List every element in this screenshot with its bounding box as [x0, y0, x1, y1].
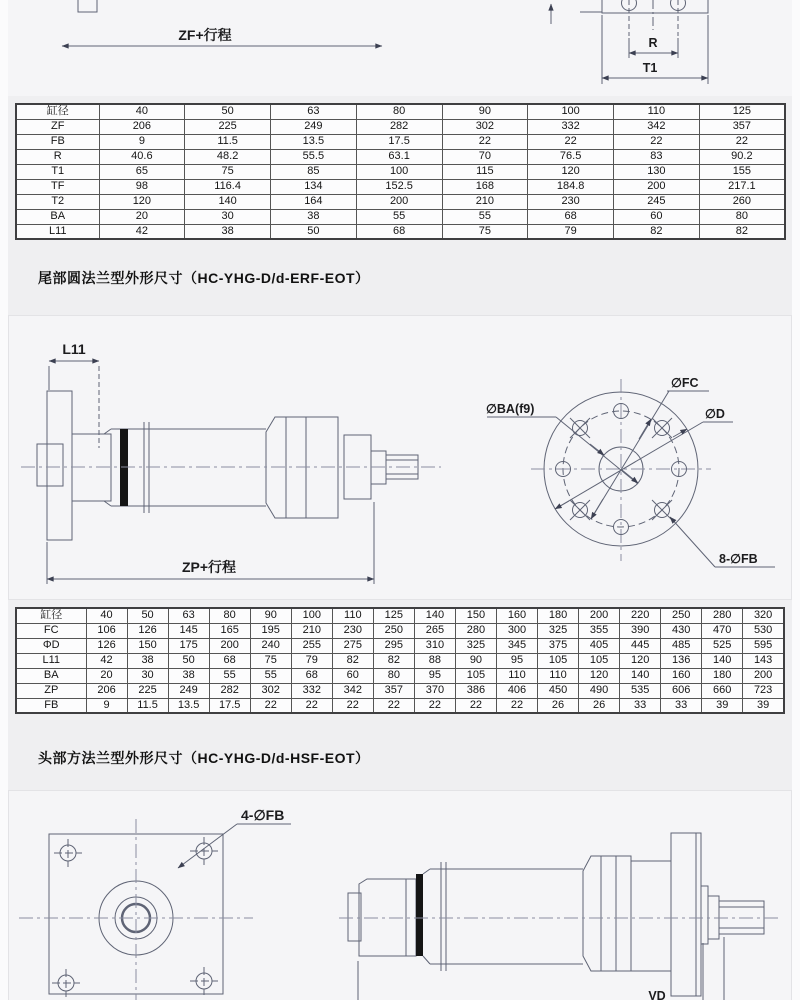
l11-dimension-label: L11 — [62, 341, 86, 357]
table-row — [16, 134, 785, 149]
erf-cylinder-drawing — [9, 316, 791, 599]
table-cell: 320 — [743, 608, 784, 623]
table-cell: 55.5 — [271, 149, 357, 164]
table-cell: 430 — [661, 623, 702, 638]
table-cell: 20 — [86, 668, 127, 683]
table-cell: 342 — [614, 119, 700, 134]
table-cell: 120 — [528, 164, 614, 179]
vd-dimension-label: VD — [648, 989, 666, 1000]
table-cell: 11.5 — [127, 698, 168, 713]
table-cell: 357 — [373, 683, 414, 698]
table-cell: 250 — [373, 623, 414, 638]
table-cell: 370 — [414, 683, 455, 698]
table-cell: 55 — [442, 209, 528, 224]
table-cell: 525 — [702, 638, 743, 653]
table-cell: 42 — [86, 653, 127, 668]
table-cell: 184.8 — [528, 179, 614, 194]
table-cell: 82 — [699, 224, 785, 239]
hsf-drawing-panel — [8, 790, 792, 1000]
table-cell: 200 — [743, 668, 784, 683]
table-cell: 530 — [743, 623, 784, 638]
table-cell: 90 — [442, 104, 528, 119]
table-cell: 357 — [699, 119, 785, 134]
table-row — [16, 119, 785, 134]
table-cell: 40 — [99, 104, 185, 119]
table-cell: 22 — [332, 698, 373, 713]
table-cell: 140 — [414, 608, 455, 623]
table-cell: 115 — [442, 164, 528, 179]
table-cell: 65 — [99, 164, 185, 179]
table-cell: 150 — [127, 638, 168, 653]
table-cell: 606 — [661, 683, 702, 698]
table-cell: 11.5 — [185, 134, 271, 149]
table-cell: 95 — [414, 668, 455, 683]
table-cell: 140 — [702, 653, 743, 668]
table-cell: 40.6 — [99, 149, 185, 164]
table-cell: 90 — [455, 653, 496, 668]
table-cell: 80 — [699, 209, 785, 224]
row-header-cell: FC — [16, 623, 86, 638]
table-row — [16, 209, 785, 224]
table-cell: 79 — [291, 653, 332, 668]
table-cell: 143 — [743, 653, 784, 668]
table-cell: 68 — [528, 209, 614, 224]
table-row — [16, 623, 784, 638]
table-cell: 282 — [356, 119, 442, 134]
table-cell: 342 — [332, 683, 373, 698]
top-drawing-panel — [8, 0, 792, 96]
table-cell: 300 — [496, 623, 537, 638]
table-cell: 230 — [528, 194, 614, 209]
row-header-cell: 缸径 — [16, 104, 99, 119]
table-cell: 110 — [614, 104, 700, 119]
table-cell: 22 — [291, 698, 332, 713]
table-cell: 40 — [86, 608, 127, 623]
table-cell: 375 — [538, 638, 579, 653]
table-cell: 26 — [538, 698, 579, 713]
table-cell: 445 — [620, 638, 661, 653]
table-cell: 175 — [168, 638, 209, 653]
row-header-cell: FB — [16, 698, 86, 713]
table-cell: 195 — [250, 623, 291, 638]
row-header-cell: ΦD — [16, 638, 86, 653]
row-header-cell: R — [16, 149, 99, 164]
d-diameter-label: ∅D — [705, 407, 725, 421]
table-cell: 88 — [414, 653, 455, 668]
table-cell: 68 — [209, 653, 250, 668]
table-cell: 50 — [185, 104, 271, 119]
table-cell: 38 — [127, 653, 168, 668]
dimension-table-tail-flange — [15, 103, 786, 240]
table-cell: 75 — [250, 653, 291, 668]
table-cell: 63.1 — [356, 149, 442, 164]
table-cell: 80 — [356, 104, 442, 119]
table-cell: 75 — [185, 164, 271, 179]
row-header-cell: L11 — [16, 224, 99, 239]
row-header-cell: T2 — [16, 194, 99, 209]
row-header-cell: TF — [16, 179, 99, 194]
table-row — [16, 149, 785, 164]
table-cell: 165 — [209, 623, 250, 638]
table-cell: 22 — [528, 134, 614, 149]
fc-diameter-label: ∅FC — [671, 376, 699, 390]
table-cell: 200 — [209, 638, 250, 653]
table-cell: 450 — [538, 683, 579, 698]
table-cell: 275 — [332, 638, 373, 653]
table-cell: 22 — [250, 698, 291, 713]
table-cell: 345 — [496, 638, 537, 653]
table-cell: 105 — [538, 653, 579, 668]
table-cell: 22 — [496, 698, 537, 713]
table-cell: 332 — [291, 683, 332, 698]
table-cell: 490 — [579, 683, 620, 698]
table-cell: 485 — [661, 638, 702, 653]
table-cell: 39 — [702, 698, 743, 713]
table-cell: 134 — [271, 179, 357, 194]
table-cell: 20 — [99, 209, 185, 224]
table-cell: 38 — [185, 224, 271, 239]
top-cylinder-drawing — [8, 0, 792, 96]
zp-dimension-label: ZP+行程 — [181, 559, 237, 575]
dimension-table-erf — [15, 607, 785, 714]
table-cell: 206 — [99, 119, 185, 134]
table-cell: 17.5 — [356, 134, 442, 149]
table-cell: 280 — [455, 623, 496, 638]
table-cell: 210 — [442, 194, 528, 209]
table-cell: 22 — [414, 698, 455, 713]
table-cell: 116.4 — [185, 179, 271, 194]
table-cell: 22 — [442, 134, 528, 149]
table-cell: 120 — [620, 653, 661, 668]
table-cell: 249 — [168, 683, 209, 698]
table-row — [16, 179, 785, 194]
table-cell: 282 — [209, 683, 250, 698]
fb-holes-label: 8-∅FB — [719, 552, 758, 566]
table-cell: 160 — [496, 608, 537, 623]
table-cell: 217.1 — [699, 179, 785, 194]
table-row — [16, 698, 784, 713]
table-cell: 150 — [455, 608, 496, 623]
table-cell: 95 — [496, 653, 537, 668]
table-cell: 90 — [250, 608, 291, 623]
table-cell: 120 — [579, 668, 620, 683]
table-cell: 33 — [620, 698, 661, 713]
table-row — [16, 653, 784, 668]
table-row — [16, 104, 785, 119]
table-cell: 470 — [702, 623, 743, 638]
table-cell: 152.5 — [356, 179, 442, 194]
table-cell: 110 — [496, 668, 537, 683]
section-heading-hsf: 头部方法兰型外形尺寸（HC-YHG-D/d-HSF-EOT） — [38, 750, 370, 766]
table-cell: 22 — [699, 134, 785, 149]
table-cell: 100 — [528, 104, 614, 119]
row-header-cell: L11 — [16, 653, 86, 668]
table-cell: 82 — [614, 224, 700, 239]
table-row — [16, 164, 785, 179]
table-cell: 249 — [271, 119, 357, 134]
table-cell: 325 — [455, 638, 496, 653]
table-cell: 240 — [250, 638, 291, 653]
table-cell: 50 — [127, 608, 168, 623]
table-cell: 126 — [127, 623, 168, 638]
table-cell: 206 — [86, 683, 127, 698]
row-header-cell: BA — [16, 668, 86, 683]
table-cell: 17.5 — [209, 698, 250, 713]
table-cell: 386 — [455, 683, 496, 698]
table-row — [16, 608, 784, 623]
table-cell: 136 — [661, 653, 702, 668]
table-cell: 98 — [99, 179, 185, 194]
zf-dimension-label: ZF+行程 — [178, 27, 232, 43]
table-cell: 250 — [661, 608, 702, 623]
table-cell: 82 — [332, 653, 373, 668]
table-row — [16, 668, 784, 683]
row-header-cell: FB — [16, 134, 99, 149]
table-cell: 60 — [332, 668, 373, 683]
row-header-cell: 缸径 — [16, 608, 86, 623]
ba-diameter-label: ∅BA(f9) — [486, 402, 535, 416]
table-cell: 85 — [271, 164, 357, 179]
table-cell: 30 — [127, 668, 168, 683]
table-cell: 180 — [538, 608, 579, 623]
table-cell: 13.5 — [168, 698, 209, 713]
table-cell: 180 — [702, 668, 743, 683]
table-cell: 245 — [614, 194, 700, 209]
table-cell: 200 — [614, 179, 700, 194]
table-cell: 50 — [168, 653, 209, 668]
table-cell: 50 — [271, 224, 357, 239]
table-cell: 325 — [538, 623, 579, 638]
table-cell: 68 — [356, 224, 442, 239]
table-cell: 110 — [332, 608, 373, 623]
table-cell: 110 — [538, 668, 579, 683]
table-cell: 723 — [743, 683, 784, 698]
table-cell: 155 — [699, 164, 785, 179]
table-cell: 280 — [702, 608, 743, 623]
table-cell: 9 — [99, 134, 185, 149]
r-dimension-label: R — [648, 36, 658, 50]
table-cell: 68 — [291, 668, 332, 683]
table-cell: 105 — [579, 653, 620, 668]
table-cell: 22 — [373, 698, 414, 713]
table-cell: 100 — [291, 608, 332, 623]
table-cell: 80 — [373, 668, 414, 683]
hsf-cylinder-drawing — [9, 791, 791, 1000]
table-cell: 55 — [209, 668, 250, 683]
table-cell: 355 — [579, 623, 620, 638]
table-cell: 76.5 — [528, 149, 614, 164]
table-cell: 302 — [442, 119, 528, 134]
table-cell: 660 — [702, 683, 743, 698]
row-header-cell: ZF — [16, 119, 99, 134]
fb4-holes-label: 4-∅FB — [241, 807, 285, 823]
table-cell: 130 — [614, 164, 700, 179]
table-cell: 145 — [168, 623, 209, 638]
table-cell: 200 — [579, 608, 620, 623]
table-cell: 225 — [127, 683, 168, 698]
t1-dimension-label: T1 — [642, 61, 658, 75]
table-row — [16, 683, 784, 698]
table-cell: 265 — [414, 623, 455, 638]
table-cell: 33 — [661, 698, 702, 713]
table-cell: 55 — [250, 668, 291, 683]
section-heading-erf: 尾部圆法兰型外形尺寸（HC-YHG-D/d-ERF-EOT） — [38, 270, 370, 286]
table-cell: 225 — [185, 119, 271, 134]
table-cell: 48.2 — [185, 149, 271, 164]
table-cell: 38 — [168, 668, 209, 683]
row-header-cell: ZP — [16, 683, 86, 698]
table-cell: 230 — [332, 623, 373, 638]
table-cell: 80 — [209, 608, 250, 623]
table-cell: 595 — [743, 638, 784, 653]
table-cell: 405 — [579, 638, 620, 653]
erf-drawing-panel — [8, 315, 792, 600]
table-cell: 260 — [699, 194, 785, 209]
table-cell: 30 — [185, 209, 271, 224]
table-cell: 390 — [620, 623, 661, 638]
row-header-cell: T1 — [16, 164, 99, 179]
table-cell: 105 — [455, 668, 496, 683]
table-cell: 63 — [271, 104, 357, 119]
table-cell: 26 — [579, 698, 620, 713]
table-cell: 164 — [271, 194, 357, 209]
table-cell: 55 — [356, 209, 442, 224]
table-cell: 126 — [86, 638, 127, 653]
table-cell: 295 — [373, 638, 414, 653]
row-header-cell: BA — [16, 209, 99, 224]
table-cell: 160 — [661, 668, 702, 683]
table-cell: 70 — [442, 149, 528, 164]
table-row — [16, 224, 785, 239]
table-cell: 255 — [291, 638, 332, 653]
table-cell: 60 — [614, 209, 700, 224]
table-cell: 83 — [614, 149, 700, 164]
table-cell: 38 — [271, 209, 357, 224]
table-cell: 125 — [373, 608, 414, 623]
table-cell: 120 — [99, 194, 185, 209]
table-cell: 140 — [620, 668, 661, 683]
table-cell: 63 — [168, 608, 209, 623]
table-cell: 106 — [86, 623, 127, 638]
table-cell: 79 — [528, 224, 614, 239]
table-row — [16, 194, 785, 209]
table-cell: 22 — [455, 698, 496, 713]
table-cell: 75 — [442, 224, 528, 239]
table-cell: 168 — [442, 179, 528, 194]
table-cell: 9 — [86, 698, 127, 713]
table-cell: 220 — [620, 608, 661, 623]
table-cell: 310 — [414, 638, 455, 653]
table-cell: 140 — [185, 194, 271, 209]
table-cell: 210 — [291, 623, 332, 638]
table-cell: 22 — [614, 134, 700, 149]
table-cell: 200 — [356, 194, 442, 209]
table-cell: 39 — [743, 698, 784, 713]
table-cell: 42 — [99, 224, 185, 239]
table-cell: 302 — [250, 683, 291, 698]
table-cell: 406 — [496, 683, 537, 698]
table-cell: 332 — [528, 119, 614, 134]
table-cell: 82 — [373, 653, 414, 668]
table-cell: 90.2 — [699, 149, 785, 164]
table-cell: 100 — [356, 164, 442, 179]
table-cell: 13.5 — [271, 134, 357, 149]
table-cell: 125 — [699, 104, 785, 119]
table-cell: 535 — [620, 683, 661, 698]
table-row — [16, 638, 784, 653]
